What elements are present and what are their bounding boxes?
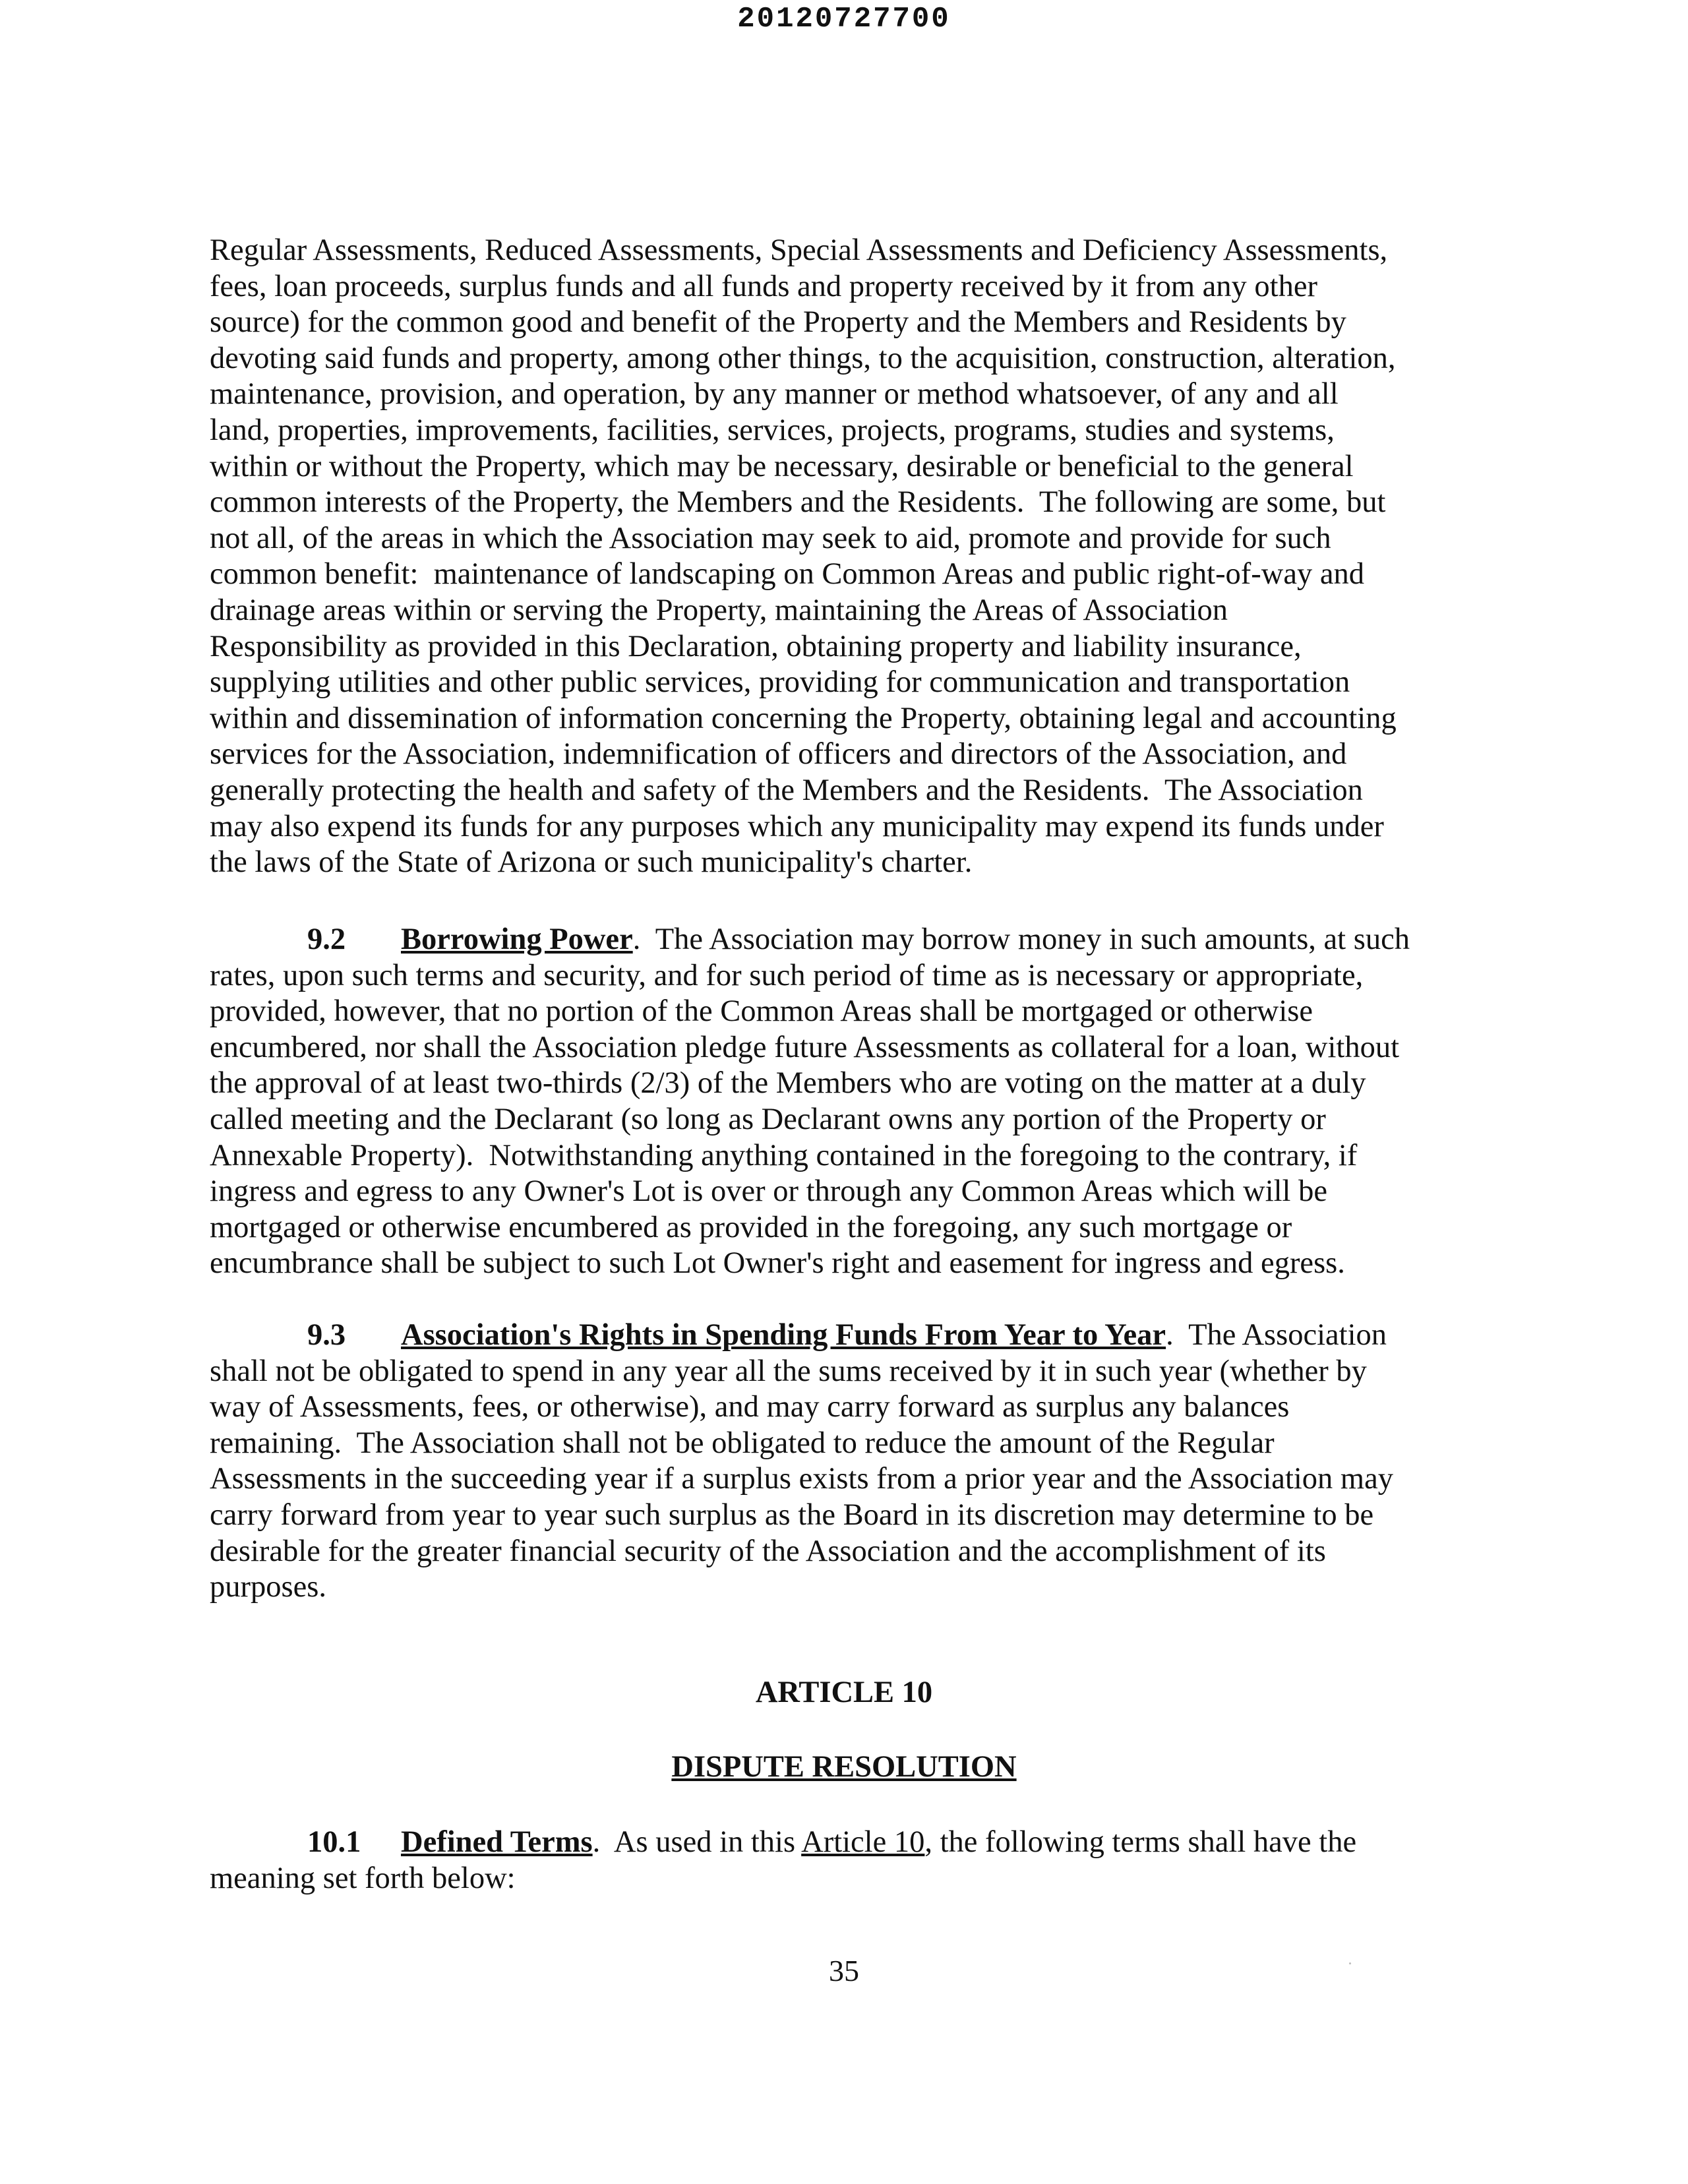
article-subheading: DISPUTE RESOLUTION: [671, 1750, 1017, 1784]
text-line: fees, loan proceeds, surplus funds and all funds and property received by it from any other: [210, 269, 1317, 303]
section-9-3: [210, 1318, 1469, 1606]
document-number: 20120727700: [737, 3, 951, 36]
text-fragment: . The Association may borrow money in such amounts, at such: [632, 923, 1410, 956]
scan-speck: [1349, 1962, 1351, 1964]
text-line: Assessments in the succeeding year if a surplus exists from a prior year and the Association may: [210, 1462, 1393, 1496]
text-line: may also expend its funds for any purposes which any municipality may expend its funds under: [210, 809, 1384, 843]
text-line: encumbrance shall be subject to such Lot Owner's right and easement for ingress and egress.: [210, 1246, 1345, 1281]
text-line: source) for the common good and benefit of the Property and the Members and Residents by: [210, 305, 1346, 340]
section-10-1-first-line: [210, 1825, 1469, 1861]
section-9-3-first-line: [210, 1318, 1469, 1354]
text-line: Responsibility as provided in this Declaration, obtaining property and liability insurance,: [210, 629, 1302, 663]
section-9-2-first-line: [210, 922, 1469, 958]
text-line: desirable for the greater financial security of the Association and the accomplishment of its: [210, 1534, 1326, 1568]
text-fragment: . The Association: [1166, 1318, 1387, 1352]
section-number: 10.1: [307, 1825, 361, 1859]
text-line: provided, however, that no portion of the Common Areas shall be mortgaged or otherwise: [210, 994, 1313, 1029]
text-line: meaning set forth below:: [210, 1861, 516, 1895]
text-line: maintenance, provision, and operation, by any manner or method whatsoever, of any and all: [210, 377, 1339, 411]
text-line: ingress and egress to any Owner's Lot is over or through any Common Areas which will be: [210, 1174, 1327, 1209]
text-line: within and dissemination of information concerning the Property, obtaining legal and accounting: [210, 701, 1397, 735]
text-fragment: , the following terms shall have the: [924, 1825, 1357, 1859]
text-line: Annexable Property). Notwithstanding anything contained in the foregoing to the contrary, if: [210, 1138, 1358, 1172]
text-line: drainage areas within or serving the Property, maintaining the Areas of Association: [210, 593, 1228, 627]
text-line: shall not be obligated to spend in any year all the sums received by it in such year (whether by: [210, 1354, 1367, 1388]
section-number: 9.3: [307, 1318, 346, 1352]
text-line: encumbered, nor shall the Association pledge future Assessments as collateral for a loan, without: [210, 1030, 1399, 1064]
text-line: common interests of the Property, the Members and the Residents. The following are some, but: [210, 485, 1386, 520]
text-line: mortgaged or otherwise encumbered as provided in the foregoing, any such mortgage or: [210, 1210, 1292, 1244]
paragraph-9-1-continuation: [210, 233, 1469, 881]
section-10-1: [210, 1825, 1469, 1896]
text-line: called meeting and the Declarant (so long as Declarant owns any portion of the Property or: [210, 1102, 1326, 1136]
text-line: purposes.: [210, 1570, 326, 1604]
text-fragment: . As used in this: [592, 1825, 802, 1859]
article-heading: ARTICLE 10: [755, 1676, 933, 1709]
text-line: carry forward from year to year such surplus as the Board in its discretion may determine to be: [210, 1498, 1374, 1532]
text-line: not all, of the areas in which the Association may seek to aid, promote and provide for such: [210, 521, 1331, 555]
page-number: 35: [829, 1954, 859, 1987]
text-line: within or without the Property, which may be necessary, desirable or beneficial to the general: [210, 449, 1354, 483]
article-reference: Article 10: [801, 1825, 925, 1859]
text-line: rates, upon such terms and security, and for such period of time as is necessary or appropriate,: [210, 958, 1364, 992]
section-title: Borrowing Power: [401, 923, 633, 956]
text-line: services for the Association, indemnification of officers and directors of the Association, and: [210, 737, 1347, 772]
text-line: the laws of the State of Arizona or such municipality's charter.: [210, 845, 973, 880]
text-line: supplying utilities and other public services, providing for communication and transportation: [210, 665, 1350, 700]
text-line: common benefit: maintenance of landscaping on Common Areas and public right-of-way and: [210, 557, 1365, 592]
text-line: devoting said funds and property, among other things, to the acquisition, construction, alteration,: [210, 341, 1396, 375]
text-line: Regular Assessments, Reduced Assessments, Special Assessments and Deficiency Assessments,: [210, 233, 1388, 267]
text-line: way of Assessments, fees, or otherwise), and may carry forward as surplus any balances: [210, 1390, 1290, 1424]
section-9-2: [210, 922, 1469, 1282]
text-line: remaining. The Association shall not be obligated to reduce the amount of the Regular: [210, 1426, 1275, 1460]
text-line: land, properties, improvements, facilities, services, projects, programs, studies and systems,: [210, 413, 1335, 447]
section-number: 9.2: [307, 923, 346, 956]
text-line: the approval of at least two-thirds (2/3) of the Members who are voting on the matter at a duly: [210, 1066, 1366, 1101]
section-title: Defined Terms: [401, 1825, 593, 1859]
text-line: generally protecting the health and safety of the Members and the Residents. The Association: [210, 773, 1363, 807]
section-title: Association's Rights in Spending Funds From Year to Year: [401, 1318, 1166, 1352]
